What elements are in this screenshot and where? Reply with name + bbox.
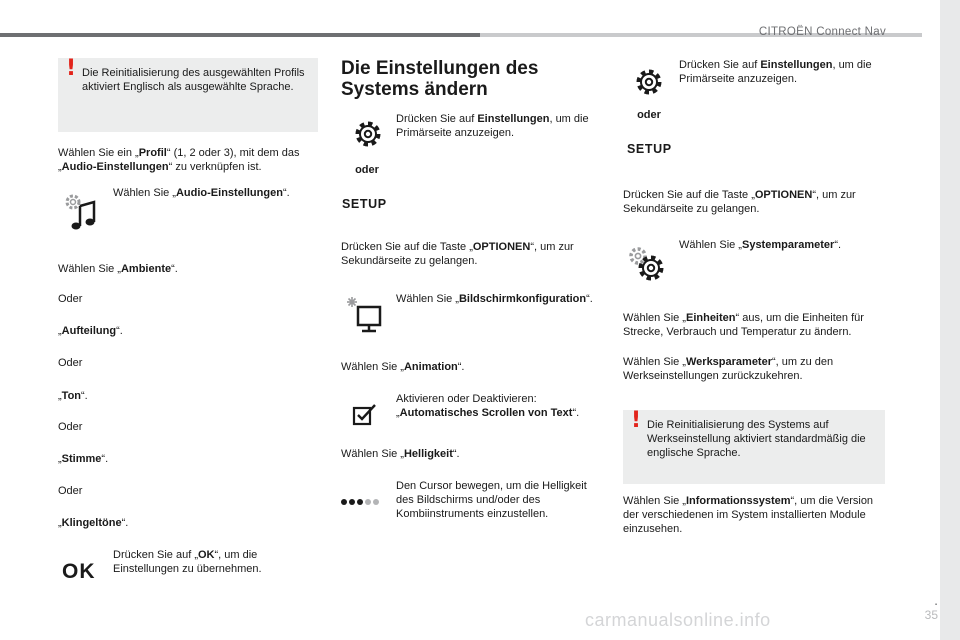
note-profile-reset [58, 58, 318, 132]
system-parameters-icon [625, 244, 669, 284]
checkbox-icon [352, 402, 378, 426]
note-system-reset [623, 410, 885, 484]
step-audio-settings: Wählen Sie „Audio-Einstellungen“. [113, 187, 290, 199]
display-settings-icon [342, 295, 386, 335]
step-system-parameters: Wählen Sie „Systemparameter“. [679, 239, 842, 251]
step-options: Drücken Sie auf die Taste „OPTIONEN“, um zur Sekundärseite zu gelangen. [341, 241, 574, 267]
note-text: Die Reinitialisierung des ausgewählten Profils aktiviert Englisch als ausgewählte Sprache. [82, 67, 305, 93]
profile-paragraph: Wählen Sie ein „Profil“ (1, 2 oder 3), mit dem das „Audio-Einstellungen“ zu verknüpfen ist. [58, 147, 300, 173]
header-title: CITROËN Connect Nav [758, 26, 886, 38]
settings-gear-icon [352, 118, 384, 150]
section-title: Die Einstellungen des Systems ändern [341, 58, 539, 100]
step-animation: Wählen Sie „Animation“. [341, 361, 465, 373]
warning-icon-2: ! [631, 408, 642, 433]
step-units: Wählen Sie „Einheiten“ aus, um die Einheiten für Strecke, Verbrauch und Temperatur zu ändern. [623, 312, 864, 338]
step-cursor-brightness: Den Cursor bewegen, um die Helligkeit des Bildschirms und/oder des Kombiinstruments einzustellen. [396, 480, 587, 520]
step-press-settings: Drücken Sie auf Einstellungen, um die Primärseite anzuzeigen. [396, 113, 589, 139]
oder-1: Oder [58, 293, 83, 305]
step-info-system: Wählen Sie „Informationssystem“, um die Version der verschiedenen im System installierten Module einzusehen. [623, 495, 874, 535]
oder-3: Oder [58, 421, 83, 433]
step-stimme: „Stimme“. [58, 453, 109, 465]
side-strip [940, 0, 960, 640]
step-options-2: Drücken Sie auf die Taste „OPTIONEN“, um zur Sekundärseite zu gelangen. [623, 189, 856, 215]
oder-4: Oder [58, 485, 83, 497]
step-klingeltoene: „Klingeltöne“. [58, 517, 129, 529]
brightness-dots-icon [340, 496, 384, 508]
step-display-config: Wählen Sie „Bildschirmkonfiguration“. [396, 293, 593, 305]
note-text-2: Die Reinitialisierung des Systems auf Werkseinstellung aktiviert standardmäßig die englische Sprache. [647, 419, 866, 459]
page-number: 35 [924, 608, 938, 622]
step-auto-scroll: Aktivieren oder Deaktivieren: „Automatisches Scrollen von Text“. [396, 393, 580, 419]
oder-label: oder [355, 164, 379, 176]
step-ambiente: Wählen Sie „Ambiente“. [58, 263, 178, 275]
audio-settings-icon [58, 190, 102, 232]
oder-label-2: oder [637, 109, 661, 121]
setup-button-label: SETUP [342, 197, 387, 211]
header-bar-dark [0, 33, 480, 37]
page-dot: . [934, 592, 938, 608]
step-aufteilung: „Aufteilung“. [58, 325, 123, 337]
warning-icon: ! [66, 56, 77, 81]
step-ok: Drücken Sie auf „OK“, um die Einstellungen zu übernehmen. [113, 549, 262, 575]
oder-2: Oder [58, 357, 83, 369]
step-ton: „Ton“. [58, 390, 88, 402]
ok-button-label: OK [62, 560, 96, 583]
step-press-settings-2: Drücken Sie auf Einstellungen, um die Primärseite anzuzeigen. [679, 59, 872, 85]
settings-gear-icon-2 [633, 66, 665, 98]
step-brightness: Wählen Sie „Helligkeit“. [341, 448, 460, 460]
setup-button-label-2: SETUP [627, 142, 672, 156]
step-factory-params: Wählen Sie „Werksparameter“, um zu den Werkseinstellungen zurückzukehren. [623, 356, 834, 382]
watermark: carmanualsonline.info [585, 610, 771, 630]
